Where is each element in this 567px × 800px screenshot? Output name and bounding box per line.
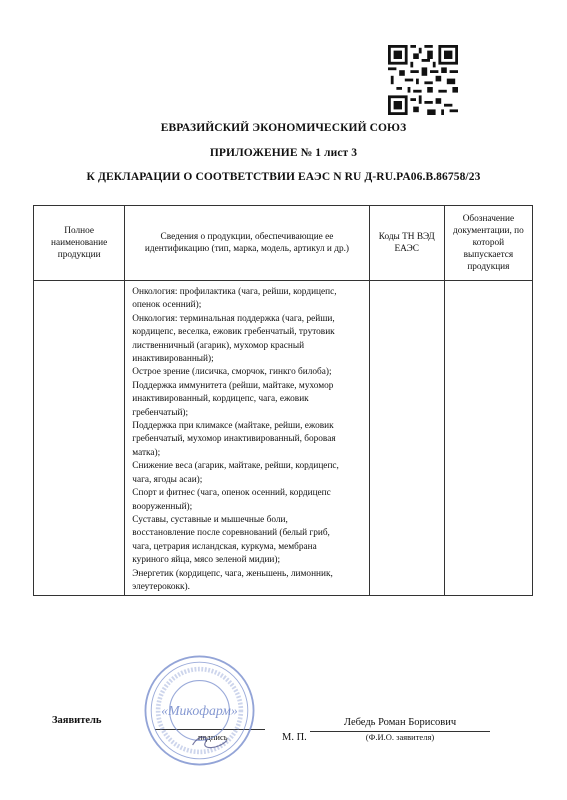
description-line: Энергетик (кордицепс, чага, женьшень, лимонник, <box>132 568 333 579</box>
column-header-codes: Коды ТН ВЭД ЕАЭС <box>369 206 444 281</box>
applicant-label: Заявитель <box>52 715 102 726</box>
description-line: гребенчатый, мухомор инактивированный, боровая <box>132 434 336 445</box>
cell-codes <box>369 281 444 596</box>
description-line: инактивированный); <box>132 354 214 365</box>
description-line: кордицепс, веселка, ежовик гребенчатый, трутовик <box>132 327 335 338</box>
description-line: Поддержка иммунитета (рейши, майтаке, мухомор <box>132 380 334 391</box>
table-header-row <box>34 206 533 281</box>
applicant-name: Лебедь Роман Борисович <box>343 717 457 728</box>
description-line: вооруженный); <box>132 501 193 512</box>
column-header-name: Полное наименование продукции <box>34 206 125 281</box>
description-line: матка); <box>132 447 161 458</box>
description-line: Онкология: терминальная поддержка (чага, рейши, <box>132 313 335 324</box>
declaration-table <box>33 205 533 596</box>
description-line: Спорт и фитнес (чага, опенок осенний, кордицепс <box>132 488 331 499</box>
company-stamp-icon <box>142 653 257 768</box>
description-line: гребенчатый); <box>132 407 189 418</box>
declaration-title: К ДЕКЛАРАЦИИ О СООТВЕТСТВИИ ЕАЭС N RU Д-RU.PA06.B.86758/23 <box>86 171 481 183</box>
seal-label: М. П. <box>282 732 307 743</box>
description-line: восстановление после соревнований (белый гриб, <box>132 528 330 539</box>
description-list <box>126 282 367 594</box>
description-line: Снижение веса (агарик, майтаке, рейши, кордицепс, <box>132 461 339 472</box>
union-title: ЕВРАЗИЙСКИЙ ЭКОНОМИЧЕСКИЙ СОЮЗ <box>160 122 407 134</box>
description-line: чага, цетрария исландская, куркума, мембрана <box>132 541 317 552</box>
cell-name <box>34 281 125 596</box>
description-line: куриного яйца, мясо зеленой мидии); <box>132 555 281 566</box>
description-line: Суставы, суставные и мышечные боли, <box>132 514 288 525</box>
description-line: Онкология: профилактика (чага, рейши, кордицепс, <box>132 287 337 297</box>
column-header-documentation: Обозначение документации, по которой выпускается продукция <box>444 206 532 281</box>
appendix-title: ПРИЛОЖЕНИЕ № 1 лист 3 <box>209 147 358 159</box>
description-line: Острое зрение (лисичка, сморчок, гинкго билоба); <box>132 367 332 378</box>
description-line: элеутерококк). <box>132 581 190 592</box>
cell-identification <box>125 281 369 596</box>
qr-code-icon <box>388 45 458 115</box>
description-line: опенок осенний); <box>132 300 202 311</box>
description-line: инактивированный, кордицепс, чага, ежовик <box>132 394 309 405</box>
description-line: лиственничный (агарик), мухомор красный <box>132 340 305 351</box>
description-line: чага, ягоды асаи); <box>132 474 203 485</box>
column-header-identification: Сведения о продукции, обеспечивающие ее идентификацию (тип, марка, модель, артикул и др.) <box>125 206 369 281</box>
signature-caption: подпись <box>198 732 228 742</box>
cell-documentation <box>444 281 532 596</box>
name-caption: (Ф.И.О. заявителя) <box>365 732 435 742</box>
table-row <box>34 281 533 596</box>
stamp-center-text: «Микофарм» <box>161 703 238 719</box>
description-line: Поддержка при климаксе (майтаке, рейши, ежовик <box>132 421 334 432</box>
